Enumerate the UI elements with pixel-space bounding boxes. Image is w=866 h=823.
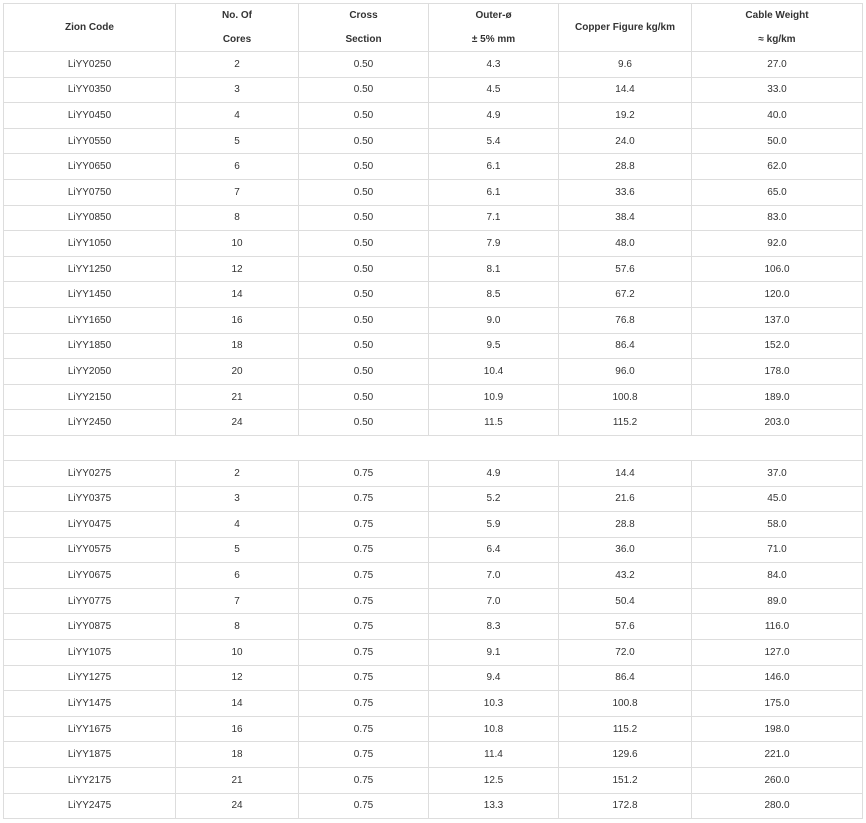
cell-cross-section: 0.50 (299, 77, 429, 103)
cell-cable-weight: 152.0 (692, 333, 863, 359)
cell-zion-code: LiYY1275 (4, 665, 176, 691)
cell-cable-weight: 120.0 (692, 282, 863, 308)
table-row (4, 179, 863, 205)
cell-zion-code: LiYY1675 (4, 716, 176, 742)
cell-cable-weight: 71.0 (692, 537, 863, 563)
header-label: Cable Weight (745, 9, 809, 21)
table-row (4, 384, 863, 410)
cell-cores: 6 (176, 154, 299, 180)
cell-outer-diameter: 5.4 (429, 128, 559, 154)
cell-copper-figure: 43.2 (559, 563, 692, 589)
cell-cross-section: 0.75 (299, 460, 429, 486)
cell-copper-figure: 96.0 (559, 359, 692, 385)
cell-cross-section: 0.75 (299, 768, 429, 794)
cell-zion-code: LiYY0250 (4, 52, 176, 78)
cell-cross-section: 0.75 (299, 614, 429, 640)
header-label: Zion Code (65, 22, 114, 33)
cable-spec-table (3, 3, 863, 819)
cell-copper-figure: 172.8 (559, 793, 692, 819)
cell-copper-figure: 57.6 (559, 256, 692, 282)
cell-zion-code: LiYY2050 (4, 359, 176, 385)
cell-cable-weight: 62.0 (692, 154, 863, 180)
cell-cross-section: 0.75 (299, 793, 429, 819)
cell-zion-code: LiYY2475 (4, 793, 176, 819)
cell-cores: 7 (176, 179, 299, 205)
table-row (4, 52, 863, 78)
cell-zion-code: LiYY0275 (4, 460, 176, 486)
cell-cores: 16 (176, 307, 299, 333)
cell-copper-figure: 57.6 (559, 614, 692, 640)
cell-zion-code: LiYY1050 (4, 231, 176, 257)
cell-cable-weight: 106.0 (692, 256, 863, 282)
cell-cable-weight: 92.0 (692, 231, 863, 257)
cell-outer-diameter: 11.4 (429, 742, 559, 768)
cell-cores: 21 (176, 384, 299, 410)
cell-cable-weight: 84.0 (692, 563, 863, 589)
table-row (4, 742, 863, 768)
table-row (4, 307, 863, 333)
cell-copper-figure: 28.8 (559, 154, 692, 180)
cell-cable-weight: 50.0 (692, 128, 863, 154)
cell-outer-diameter: 4.9 (429, 460, 559, 486)
table-row (4, 282, 863, 308)
cell-copper-figure: 115.2 (559, 716, 692, 742)
cell-zion-code: LiYY0675 (4, 563, 176, 589)
table-row (4, 103, 863, 129)
cell-copper-figure: 36.0 (559, 537, 692, 563)
table-row (4, 640, 863, 666)
header-label: No. Of (222, 9, 252, 21)
cell-outer-diameter: 8.1 (429, 256, 559, 282)
cell-cores: 3 (176, 486, 299, 512)
cell-cable-weight: 89.0 (692, 588, 863, 614)
cell-copper-figure: 24.0 (559, 128, 692, 154)
table-body (4, 52, 863, 819)
cell-cores: 7 (176, 588, 299, 614)
cell-cable-weight: 83.0 (692, 205, 863, 231)
cell-zion-code: LiYY0775 (4, 588, 176, 614)
cell-outer-diameter: 4.9 (429, 103, 559, 129)
cell-cable-weight: 260.0 (692, 768, 863, 794)
cell-cross-section: 0.50 (299, 128, 429, 154)
cell-cable-weight: 178.0 (692, 359, 863, 385)
cell-cores: 3 (176, 77, 299, 103)
cell-outer-diameter: 11.5 (429, 410, 559, 436)
cell-copper-figure: 86.4 (559, 665, 692, 691)
header-sublabel: ± 5% mm (471, 33, 516, 45)
cell-cable-weight: 58.0 (692, 512, 863, 538)
header-sublabel: Cores (222, 33, 252, 45)
header-label: Copper Figure kg/km (574, 22, 675, 33)
cell-cross-section: 0.75 (299, 563, 429, 589)
table-row (4, 614, 863, 640)
cell-copper-figure: 100.8 (559, 691, 692, 717)
cell-cable-weight: 221.0 (692, 742, 863, 768)
cell-outer-diameter: 9.5 (429, 333, 559, 359)
cell-outer-diameter: 5.2 (429, 486, 559, 512)
cell-outer-diameter: 9.0 (429, 307, 559, 333)
cell-cores: 16 (176, 716, 299, 742)
cell-zion-code: LiYY0550 (4, 128, 176, 154)
cell-cable-weight: 189.0 (692, 384, 863, 410)
cell-cable-weight: 37.0 (692, 460, 863, 486)
table-row (4, 768, 863, 794)
cell-cores: 5 (176, 537, 299, 563)
table-row (4, 716, 863, 742)
cell-cores: 6 (176, 563, 299, 589)
cell-zion-code: LiYY1475 (4, 691, 176, 717)
cell-copper-figure: 38.4 (559, 205, 692, 231)
cell-cable-weight: 280.0 (692, 793, 863, 819)
cell-cable-weight: 40.0 (692, 103, 863, 129)
cell-outer-diameter: 6.1 (429, 154, 559, 180)
table-row (4, 231, 863, 257)
table-row (4, 691, 863, 717)
cell-zion-code: LiYY1850 (4, 333, 176, 359)
table-row (4, 410, 863, 436)
cell-copper-figure: 21.6 (559, 486, 692, 512)
cell-outer-diameter: 10.4 (429, 359, 559, 385)
cell-cross-section: 0.75 (299, 716, 429, 742)
cell-outer-diameter: 12.5 (429, 768, 559, 794)
cell-cores: 4 (176, 103, 299, 129)
group-spacer-cell (4, 435, 863, 460)
cell-zion-code: LiYY2150 (4, 384, 176, 410)
table-row (4, 460, 863, 486)
cell-cross-section: 0.75 (299, 512, 429, 538)
cell-cores: 5 (176, 128, 299, 154)
cell-zion-code: LiYY0750 (4, 179, 176, 205)
group-spacer-row (4, 435, 863, 460)
cell-copper-figure: 129.6 (559, 742, 692, 768)
cell-zion-code: LiYY0850 (4, 205, 176, 231)
cell-zion-code: LiYY1875 (4, 742, 176, 768)
cell-outer-diameter: 9.1 (429, 640, 559, 666)
table-row (4, 563, 863, 589)
cell-cores: 14 (176, 282, 299, 308)
cell-copper-figure: 14.4 (559, 77, 692, 103)
cell-cross-section: 0.50 (299, 154, 429, 180)
table-row (4, 128, 863, 154)
cell-outer-diameter: 7.0 (429, 588, 559, 614)
cell-copper-figure: 72.0 (559, 640, 692, 666)
cell-outer-diameter: 8.5 (429, 282, 559, 308)
cell-cores: 12 (176, 665, 299, 691)
cell-cross-section: 0.50 (299, 282, 429, 308)
cell-copper-figure: 76.8 (559, 307, 692, 333)
cell-outer-diameter: 6.1 (429, 179, 559, 205)
cell-copper-figure: 67.2 (559, 282, 692, 308)
cell-outer-diameter: 8.3 (429, 614, 559, 640)
cell-cable-weight: 203.0 (692, 410, 863, 436)
cell-cores: 10 (176, 231, 299, 257)
cell-outer-diameter: 13.3 (429, 793, 559, 819)
cell-cross-section: 0.75 (299, 640, 429, 666)
header-zion-code (4, 4, 176, 52)
cell-copper-figure: 9.6 (559, 52, 692, 78)
cell-cores: 18 (176, 742, 299, 768)
cell-outer-diameter: 6.4 (429, 537, 559, 563)
cell-cross-section: 0.50 (299, 410, 429, 436)
header-sublabel: ≈ kg/km (758, 33, 796, 45)
cell-cores: 2 (176, 52, 299, 78)
cell-zion-code: LiYY1075 (4, 640, 176, 666)
header-cable-weight (692, 4, 863, 52)
cell-zion-code: LiYY1650 (4, 307, 176, 333)
header-cross-section (299, 4, 429, 52)
cell-copper-figure: 48.0 (559, 231, 692, 257)
cell-copper-figure: 115.2 (559, 410, 692, 436)
cell-zion-code: LiYY2450 (4, 410, 176, 436)
cell-zion-code: LiYY0650 (4, 154, 176, 180)
cell-zion-code: LiYY0350 (4, 77, 176, 103)
cell-cores: 18 (176, 333, 299, 359)
cell-cable-weight: 137.0 (692, 307, 863, 333)
cell-copper-figure: 50.4 (559, 588, 692, 614)
cell-copper-figure: 28.8 (559, 512, 692, 538)
cell-cross-section: 0.50 (299, 384, 429, 410)
cell-cores: 10 (176, 640, 299, 666)
cell-cable-weight: 116.0 (692, 614, 863, 640)
cell-outer-diameter: 5.9 (429, 512, 559, 538)
table-row (4, 537, 863, 563)
cell-zion-code: LiYY0375 (4, 486, 176, 512)
cell-cross-section: 0.75 (299, 486, 429, 512)
cell-cross-section: 0.50 (299, 333, 429, 359)
cell-cores: 24 (176, 793, 299, 819)
cell-zion-code: LiYY1450 (4, 282, 176, 308)
table-header-row (4, 4, 863, 52)
cell-cross-section: 0.50 (299, 179, 429, 205)
cell-cable-weight: 65.0 (692, 179, 863, 205)
cell-cores: 21 (176, 768, 299, 794)
header-outer-diameter (429, 4, 559, 52)
cell-zion-code: LiYY0875 (4, 614, 176, 640)
cell-cross-section: 0.50 (299, 103, 429, 129)
cell-cable-weight: 198.0 (692, 716, 863, 742)
cell-zion-code: LiYY1250 (4, 256, 176, 282)
cell-cross-section: 0.50 (299, 256, 429, 282)
table-row (4, 665, 863, 691)
cell-outer-diameter: 4.5 (429, 77, 559, 103)
table-row (4, 512, 863, 538)
table-row (4, 359, 863, 385)
table-row (4, 333, 863, 359)
cell-zion-code: LiYY2175 (4, 768, 176, 794)
cell-cross-section: 0.75 (299, 665, 429, 691)
cell-cable-weight: 146.0 (692, 665, 863, 691)
cell-cross-section: 0.50 (299, 205, 429, 231)
cell-cores: 8 (176, 614, 299, 640)
cell-cross-section: 0.75 (299, 691, 429, 717)
cell-cable-weight: 127.0 (692, 640, 863, 666)
cell-copper-figure: 151.2 (559, 768, 692, 794)
header-copper-figure (559, 4, 692, 52)
cell-copper-figure: 33.6 (559, 179, 692, 205)
cell-cores: 14 (176, 691, 299, 717)
table-row (4, 256, 863, 282)
cell-zion-code: LiYY0575 (4, 537, 176, 563)
header-no-of-cores (176, 4, 299, 52)
cell-outer-diameter: 10.8 (429, 716, 559, 742)
cell-cores: 8 (176, 205, 299, 231)
cell-cable-weight: 45.0 (692, 486, 863, 512)
cell-cross-section: 0.50 (299, 52, 429, 78)
table-row (4, 154, 863, 180)
cell-copper-figure: 14.4 (559, 460, 692, 486)
cell-cores: 20 (176, 359, 299, 385)
cell-cores: 4 (176, 512, 299, 538)
table-row (4, 588, 863, 614)
cell-outer-diameter: 7.0 (429, 563, 559, 589)
cell-cable-weight: 33.0 (692, 77, 863, 103)
cell-cross-section: 0.75 (299, 537, 429, 563)
cell-outer-diameter: 9.4 (429, 665, 559, 691)
cell-outer-diameter: 10.9 (429, 384, 559, 410)
table-row (4, 486, 863, 512)
cell-zion-code: LiYY0450 (4, 103, 176, 129)
header-label: Cross (349, 9, 378, 21)
cell-cross-section: 0.50 (299, 359, 429, 385)
cell-zion-code: LiYY0475 (4, 512, 176, 538)
cell-copper-figure: 100.8 (559, 384, 692, 410)
header-sublabel: Section (345, 33, 382, 45)
cell-cross-section: 0.75 (299, 588, 429, 614)
cell-cable-weight: 175.0 (692, 691, 863, 717)
header-label: Outer-ø (475, 9, 512, 21)
table-row (4, 205, 863, 231)
cell-cores: 24 (176, 410, 299, 436)
cell-cores: 2 (176, 460, 299, 486)
cell-copper-figure: 19.2 (559, 103, 692, 129)
cell-cross-section: 0.50 (299, 307, 429, 333)
cell-copper-figure: 86.4 (559, 333, 692, 359)
cell-cross-section: 0.75 (299, 742, 429, 768)
cell-outer-diameter: 7.1 (429, 205, 559, 231)
table-row (4, 793, 863, 819)
cell-outer-diameter: 7.9 (429, 231, 559, 257)
cell-cross-section: 0.50 (299, 231, 429, 257)
table-row (4, 77, 863, 103)
cell-cable-weight: 27.0 (692, 52, 863, 78)
cell-outer-diameter: 4.3 (429, 52, 559, 78)
cell-outer-diameter: 10.3 (429, 691, 559, 717)
cell-cores: 12 (176, 256, 299, 282)
